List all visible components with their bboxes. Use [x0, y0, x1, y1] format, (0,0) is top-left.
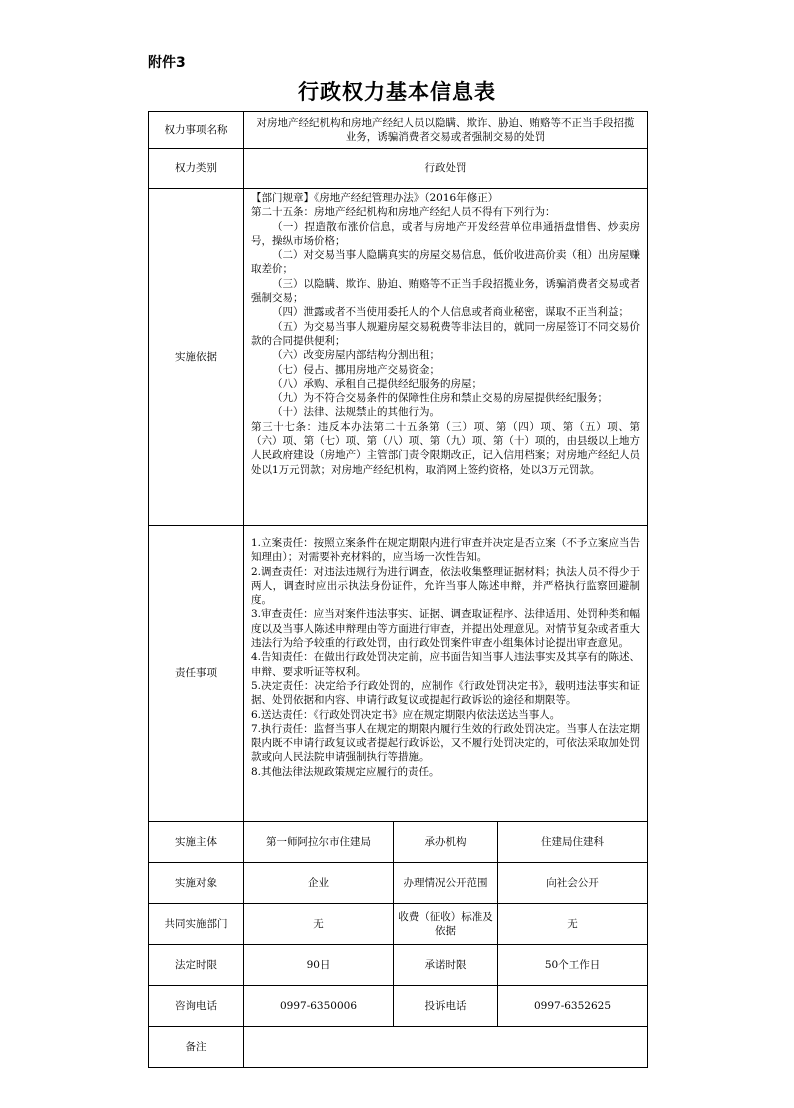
basis-line: 【部门规章】《房地产经纪管理办法》（2016年修正） [251, 192, 499, 204]
basis-label: 实施依据 [149, 189, 244, 526]
handling-agency-value: 住建局住建科 [498, 822, 648, 863]
target-label: 实施对象 [149, 863, 244, 904]
consult-phone-label: 咨询电话 [149, 986, 244, 1027]
responsibility-line: 4.告知责任：在做出行政处罚决定前，应书面告知当事人违法事实及其享有的陈述、申辩、要求听证等权利。 [251, 651, 641, 678]
disclosure-scope-label: 办理情况公开范围 [394, 863, 498, 904]
remark-label: 备注 [149, 1027, 244, 1068]
responsibility-line: 1.立案责任：按照立案条件在规定期限内进行审查并决定是否立案（不予立案应当告知理由）；对需要补充材料的，应当场一次性告知。 [251, 537, 641, 564]
joint-dept-label: 共同实施部门 [149, 904, 244, 945]
complaint-phone-label: 投诉电话 [394, 986, 498, 1027]
basis-line: （六）改变房屋内部结构分割出租； [272, 349, 440, 362]
basis-line: （七）侵占、挪用房地产交易资金； [272, 363, 440, 376]
responsibility-line: 8.其他法律法规政策规定应履行的责任。 [251, 765, 440, 778]
disclosure-scope-value: 向社会公开 [498, 863, 648, 904]
basis-content [244, 189, 648, 526]
basis-line: （九）为不符合交易条件的保障性住房和禁止交易的房屋提供经纪服务； [272, 392, 608, 405]
basis-line: （四）泄露或者不当使用委托人的个人信息或者商业秘密，谋取不正当利益； [272, 306, 629, 319]
responsibility-line: 3.审查责任：应当对案件违法事实、证据、调查取证程序、法律适用、处罚种类和幅度以及当事人陈述申辩理由等方面进行审查，并提出处理意见。对情节复杂或者重大违法行为给予较重的行政处罚，由行政处罚案件审查小组集体讨论提出审查意见。 [251, 608, 641, 650]
basis-line: （八）承购、承租自己提供经纪服务的房屋； [272, 377, 482, 390]
row-joint [149, 904, 648, 945]
row-category [149, 149, 648, 189]
joint-dept-value: 无 [244, 904, 394, 945]
row-target [149, 863, 648, 904]
responsibility-line: 2.调查责任：对违法违规行为进行调查，依法收集整理证据材料；执法人员不得少于两人，调查时应出示执法身份证件，允许当事人陈述申辩，并严格执行监察回避制度。 [251, 565, 641, 607]
fee-standard-value: 无 [498, 904, 648, 945]
row-basis [149, 189, 648, 526]
subject-value: 第一师阿拉尔市住建局 [244, 822, 394, 863]
item-name-value: 对房地产经纪机构和房地产经纪人员以隐瞒、欺诈、胁迫、贿赂等不正当手段招揽业务，诱骗消费者交易或者强制交易的处罚 [244, 112, 648, 149]
basis-line: （二）对交易当事人隐瞒真实的房屋交易信息，低价收进高价卖（租）出房屋赚取差价； [251, 249, 641, 276]
row-subject [149, 822, 648, 863]
basis-line: （一）捏造散布涨价信息，或者与房地产开发经营单位串通捂盘惜售、炒卖房号，操纵市场价格； [251, 220, 641, 247]
row-phone [149, 986, 648, 1027]
basis-line: （五）为交易当事人规避房屋交易税费等非法目的，就同一房屋签订不同交易价款的合同提供便利； [251, 320, 641, 347]
target-value: 企业 [244, 863, 394, 904]
basis-line: 第三十七条：违反本办法第二十五条第（三）项、第（四）项、第（五）项、第（六）项、第（七）项、第（八）项、第（九）项、第（十）项的，由县级以上地方人民政府建设（房地产）主管部门责令限期改正，记入信用档案；对房地产经纪人员处以1万元罚款；对房地产经纪机构，取消网上签约资格，处以3万元罚款。 [251, 420, 641, 476]
complaint-phone-value: 0997-6352625 [498, 986, 648, 1027]
responsibility-label: 责任事项 [149, 526, 244, 822]
subject-label: 实施主体 [149, 822, 244, 863]
remark-value [244, 1027, 648, 1068]
item-name-label: 权力事项名称 [149, 112, 244, 149]
legal-limit-label: 法定时限 [149, 945, 244, 986]
row-remark [149, 1027, 648, 1068]
responsibility-line: 7.执行责任：监督当事人在规定的期限内履行生效的行政处罚决定。当事人在法定期限内既不申请行政复议或者提起行政诉讼，又不履行处罚决定的，可依法采取加处罚款或向人民法院申请强制执行等措施。 [251, 722, 641, 764]
category-label: 权力类别 [149, 149, 244, 189]
category-value: 行政处罚 [244, 149, 648, 189]
row-item-name [149, 112, 648, 149]
basis-line: 第二十五条：房地产经纪机构和房地产经纪人员不得有下列行为： [251, 206, 556, 219]
basis-line: （十）法律、法规禁止的其他行为。 [272, 406, 440, 419]
promised-limit-value: 50个工作日 [498, 945, 648, 986]
legal-limit-value: 90日 [244, 945, 394, 986]
responsibility-line: 5.决定责任：决定给予行政处罚的，应制作《行政处罚决定书》，载明违法事实和证据、处罚依据和内容、申请行政复议或提起行政诉讼的途径和期限等。 [251, 679, 641, 707]
fee-standard-label: 收费（征收）标准及依据 [394, 904, 498, 945]
row-responsibility [149, 526, 648, 822]
handling-agency-label: 承办机构 [394, 822, 498, 863]
info-table [148, 111, 648, 1068]
basis-line: （三）以隐瞒、欺诈、胁迫、贿赂等不正当手段招揽业务，诱骗消费者交易或者强制交易； [251, 277, 641, 305]
consult-phone-value: 0997-6350006 [244, 986, 394, 1027]
promised-limit-label: 承诺时限 [394, 945, 498, 986]
responsibility-line: 6.送达责任：《行政处罚决定书》应在规定期限内依法送达当事人。 [251, 708, 561, 721]
row-time [149, 945, 648, 986]
responsibility-content [244, 526, 648, 822]
attachment-label: 附件3 [148, 55, 186, 71]
page-title: 行政权力基本信息表 [298, 80, 496, 104]
